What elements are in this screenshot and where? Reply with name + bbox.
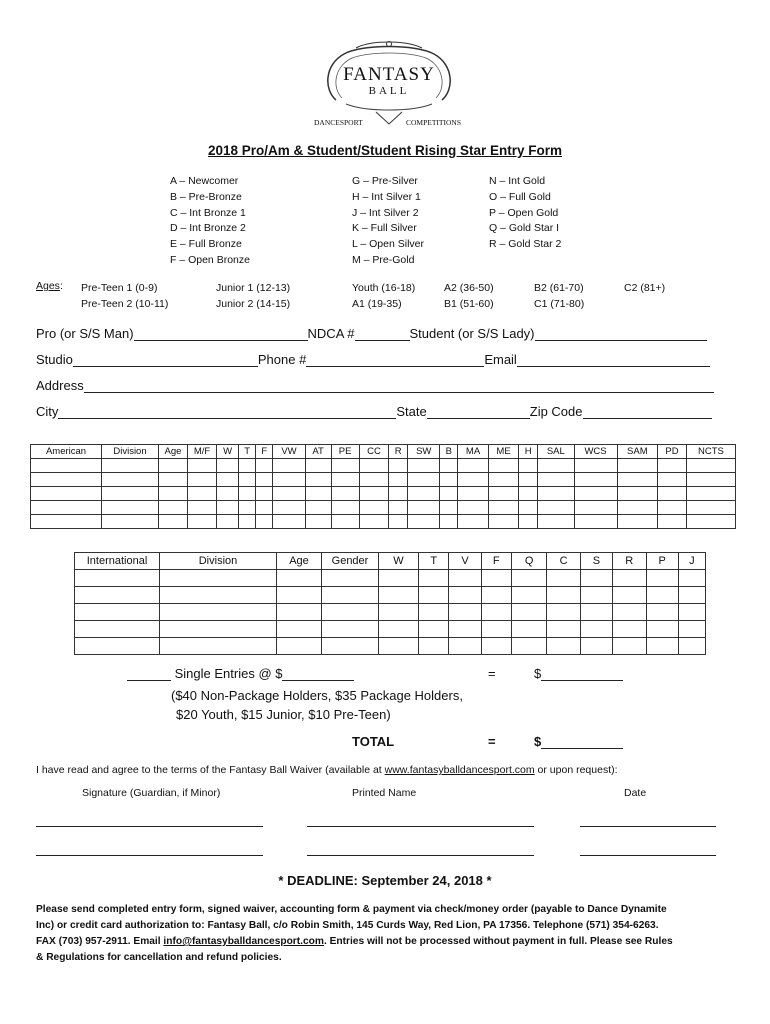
international-header-cell: P	[646, 553, 678, 570]
american-header-cell: Age	[159, 445, 188, 459]
american-entry-row[interactable]	[31, 459, 736, 473]
form-title: 2018 Pro/Am & Student/Student Rising Star Entry Form	[207, 143, 563, 158]
international-header-cell: Division	[160, 553, 277, 570]
printed-name-line-2[interactable]	[307, 855, 534, 856]
deadline: * DEADLINE: September 24, 2018 *	[278, 873, 492, 888]
fantasy-ball-logo	[316, 40, 462, 130]
contact-email-link[interactable]: info@fantasyballdancesport.com	[163, 936, 324, 947]
international-header-cell: V	[449, 553, 481, 570]
footer-instructions: Please send completed entry form, signed waiver, accounting form & payment via check/money order (payable to Dance Dynamite Inc) or credit card authorization to: Fantasy Ball, c/o Robin Smith, 145 Curds Way, Red Lion, PA 17356. Telephone (571) 354-6263. FAX (703) 957-2911. Email info@fantasyballdancesport.com. Entries will not be processed without payment in full. Please see Rules & Regulations for cancellation and refund policies.	[36, 904, 673, 963]
international-header-cell: International	[75, 553, 160, 570]
single-entries-count-field[interactable]	[127, 680, 171, 681]
phone-label: Phone #	[257, 352, 307, 367]
american-header-cell: MA	[458, 445, 489, 459]
row-city-state-zip	[36, 404, 712, 419]
american-header-cell: WCS	[574, 445, 617, 459]
levels-col-2: G – Pre-Silver H – Int Silver 1 J – Int Silver 2 K – Full Silver L – Open Silver M – Pre-Gold	[352, 175, 424, 266]
international-entries-table	[74, 552, 706, 655]
email-label: Email	[484, 352, 517, 367]
international-header-cell: Q	[512, 553, 547, 570]
date-line-2[interactable]	[580, 855, 716, 856]
american-header-cell: H	[519, 445, 538, 459]
pro-man-label: Pro (or S/S Man)	[36, 326, 134, 341]
logo-sub: BALL	[368, 85, 410, 97]
waiver-link[interactable]: www.fantasyballdancesport.com	[384, 764, 535, 776]
american-header-cell: F	[256, 445, 273, 459]
international-header-row	[75, 553, 706, 570]
american-header-cell: SAM	[617, 445, 658, 459]
american-header-cell: SAL	[538, 445, 574, 459]
address-field[interactable]	[84, 392, 714, 393]
email-field[interactable]	[517, 366, 710, 367]
ages-group-6: C2 (81+)	[624, 282, 666, 294]
international-header-cell: F	[481, 553, 511, 570]
fee-note: ($40 Non-Package Holders, $35 Package Holders, $20 Youth, $15 Junior, $10 Pre-Teen)	[171, 688, 463, 722]
american-entry-row[interactable]	[31, 473, 736, 487]
total-amount: $	[534, 734, 623, 749]
signature-line-1[interactable]	[36, 826, 263, 827]
logo-right-caption: COMPETITIONS	[406, 118, 462, 127]
state-label: State	[396, 404, 427, 419]
ages-label: Ages:	[36, 280, 63, 292]
logo-left-caption: DANCESPORT	[314, 118, 363, 127]
american-header-cell: PD	[658, 445, 687, 459]
american-header-cell: W	[217, 445, 239, 459]
ndca-field[interactable]	[355, 340, 410, 341]
international-entry-row[interactable]	[75, 604, 706, 621]
ages-group-3: Youth (16-18) A1 (19-35)	[352, 282, 416, 310]
international-header-cell: C	[547, 553, 581, 570]
ndca-label: NDCA #	[307, 326, 355, 341]
total-amount-field[interactable]	[541, 748, 623, 749]
international-entry-row[interactable]	[75, 621, 706, 638]
signature-line-2[interactable]	[36, 855, 263, 856]
international-header-cell: Age	[277, 553, 322, 570]
american-header-cell: PE	[331, 445, 359, 459]
student-lady-field[interactable]	[535, 340, 707, 341]
row-studio-phone-email	[36, 352, 710, 367]
single-entries-amount: $	[534, 666, 623, 681]
city-label: City	[36, 404, 59, 419]
address-label: Address	[36, 378, 84, 393]
ages-group-5: B2 (61-70) C1 (71-80)	[534, 282, 585, 310]
levels-col-1: A – Newcomer B – Pre-Bronze C – Int Bronze 1 D – Int Bronze 2 E – Full Bronze F – Open Bronze	[170, 175, 250, 266]
waiver-agreement: I have read and agree to the terms of the Fantasy Ball Waiver (available at www.fantasyballdancesport.com or upon request):	[36, 764, 618, 776]
american-header-cell: CC	[359, 445, 389, 459]
american-header-cell: R	[389, 445, 408, 459]
ages-group-2: Junior 1 (12-13) Junior 2 (14-15)	[216, 282, 291, 310]
american-header-cell: NCTS	[686, 445, 735, 459]
signature-label: Signature (Guardian, if Minor)	[82, 787, 221, 799]
single-entries-rate-field[interactable]	[282, 680, 354, 681]
single-entries-row	[127, 666, 354, 681]
international-header-cell: J	[678, 553, 705, 570]
studio-field[interactable]	[73, 366, 258, 367]
zip-field[interactable]	[583, 418, 712, 419]
logo-name: FANTASY	[343, 64, 435, 85]
date-line-1[interactable]	[580, 826, 716, 827]
ages-group-4: A2 (36-50) B1 (51-60)	[444, 282, 494, 310]
international-entry-row[interactable]	[75, 570, 706, 587]
row-address	[36, 378, 714, 393]
total-label: TOTAL	[352, 734, 395, 749]
equals-sign: =	[488, 666, 496, 681]
international-header-cell: S	[580, 553, 612, 570]
american-header-cell: AT	[305, 445, 331, 459]
date-label: Date	[624, 787, 647, 799]
international-header-cell: R	[612, 553, 646, 570]
american-header-row	[31, 445, 736, 459]
american-entry-row[interactable]	[31, 515, 736, 529]
city-field[interactable]	[58, 418, 396, 419]
international-header-cell: W	[379, 553, 419, 570]
student-lady-label: Student (or S/S Lady)	[409, 326, 535, 341]
state-field[interactable]	[427, 418, 530, 419]
zip-label: Zip Code	[529, 404, 583, 419]
studio-label: Studio	[36, 352, 73, 367]
american-header-cell: American	[31, 445, 102, 459]
total-equals-sign: =	[488, 734, 496, 749]
american-entries-table	[30, 444, 736, 529]
ages-group-1: Pre-Teen 1 (0-9) Pre-Teen 2 (10-11)	[81, 282, 169, 310]
american-header-cell: ME	[488, 445, 519, 459]
american-header-cell: T	[239, 445, 256, 459]
international-entry-row[interactable]	[75, 638, 706, 655]
american-header-cell: B	[440, 445, 458, 459]
american-header-cell: M/F	[188, 445, 217, 459]
american-entry-row[interactable]	[31, 487, 736, 501]
single-entries-amount-field[interactable]	[541, 680, 623, 681]
printed-name-line-1[interactable]	[307, 826, 534, 827]
single-entries-label: Single Entries @ $	[174, 666, 283, 681]
row-pro-ndca-student	[36, 326, 707, 341]
american-header-cell: Division	[102, 445, 159, 459]
american-entry-row[interactable]	[31, 501, 736, 515]
phone-field[interactable]	[306, 366, 484, 367]
international-entry-row[interactable]	[75, 587, 706, 604]
international-header-cell: Gender	[322, 553, 379, 570]
international-header-cell: T	[418, 553, 448, 570]
american-header-cell: VW	[273, 445, 305, 459]
levels-col-3: N – Int Gold O – Full Gold P – Open Gold Q – Gold Star I R – Gold Star 2	[489, 175, 562, 251]
printed-name-label: Printed Name	[352, 787, 417, 799]
american-header-cell: SW	[408, 445, 440, 459]
pro-man-field[interactable]	[134, 340, 308, 341]
